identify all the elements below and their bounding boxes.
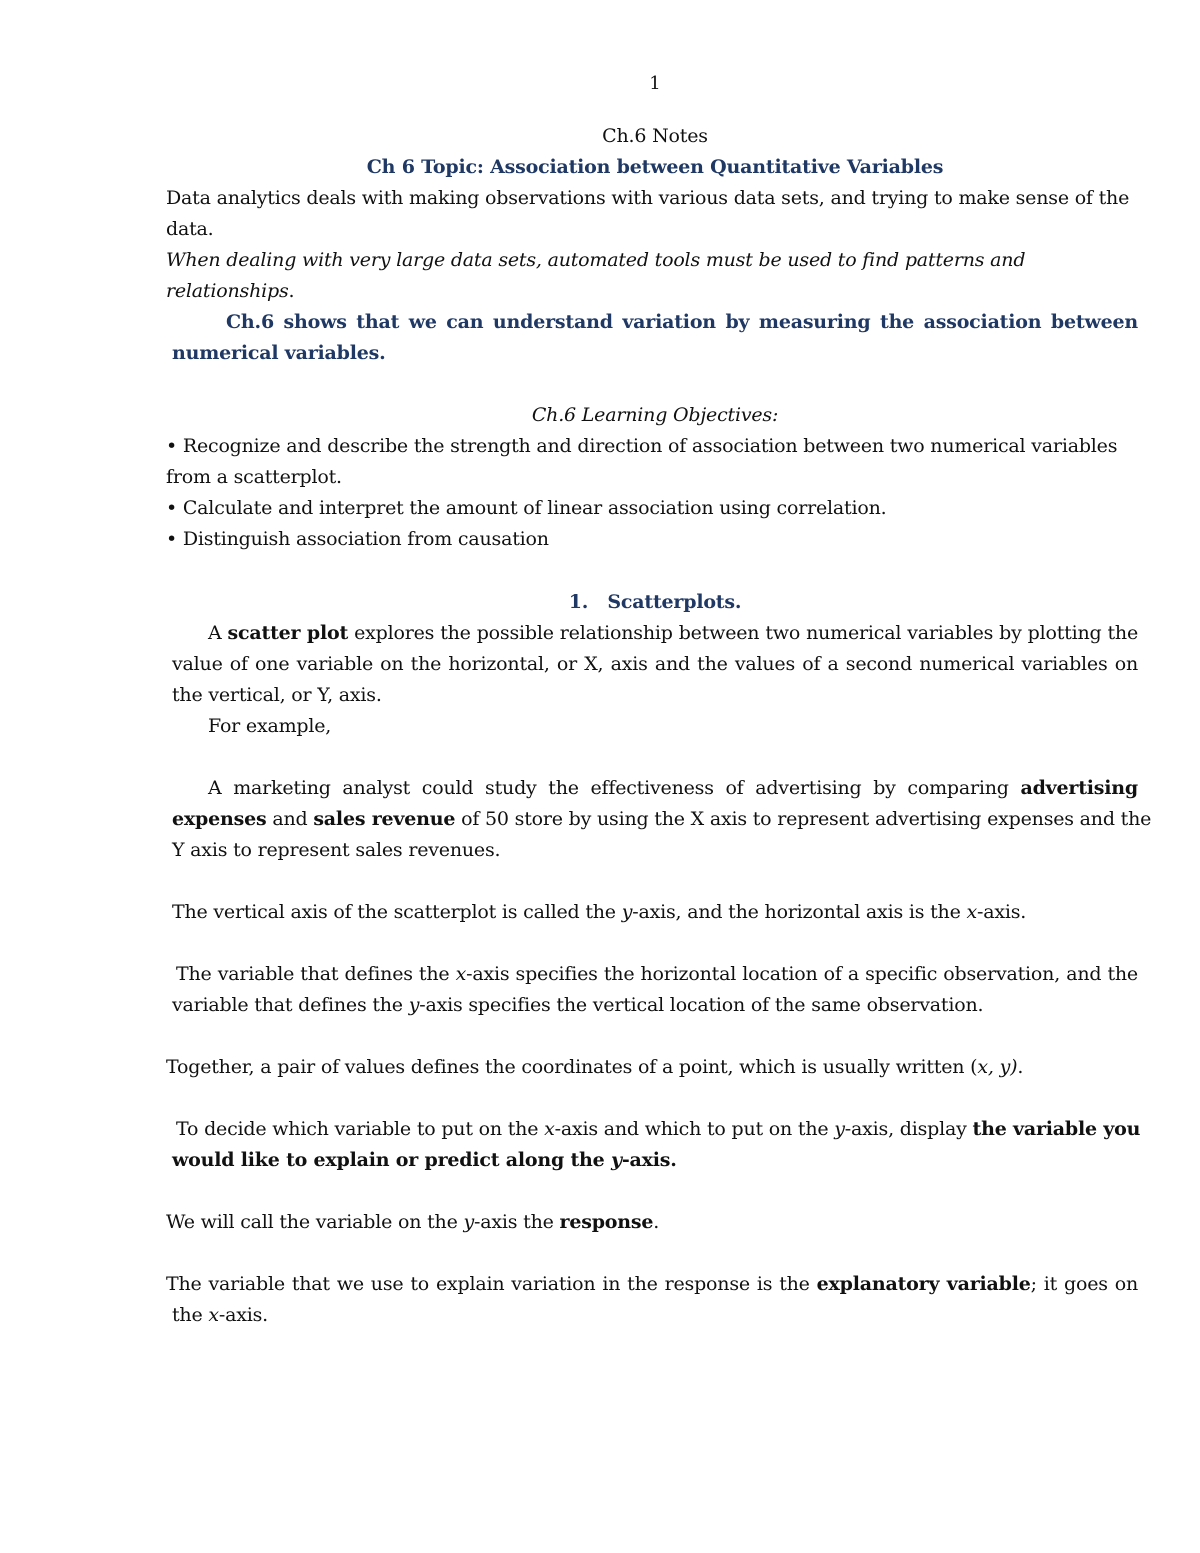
p4-line-1	[176, 959, 1138, 990]
emphasis-text: the variable you	[972, 1118, 1141, 1140]
objective-1-line-1: • Recognize and describe the strength and direction of association between two numerical variables	[166, 435, 1118, 457]
text: -axis.	[218, 1304, 269, 1326]
p8-line-2	[172, 1300, 1146, 1331]
p6-line-2	[172, 1145, 1146, 1176]
text: The variable that we use to explain variation in the response is the	[166, 1273, 817, 1295]
emphasis-line-1: Ch.6 shows that we can understand variation by measuring the association between	[226, 311, 1138, 333]
for-example: For example,	[208, 715, 332, 737]
text: .	[1017, 1056, 1024, 1078]
term-sales-revenue: sales revenue	[313, 808, 456, 830]
p2-line-2	[172, 804, 1152, 835]
var-x: x	[208, 1304, 219, 1326]
var-y: y	[621, 901, 633, 923]
term-explanatory-variable: explanatory variable	[816, 1273, 1031, 1295]
text: explores the possible relationship between two numerical variables by plotting the	[348, 622, 1138, 644]
text: -axis the	[474, 1211, 560, 1233]
text: the	[172, 1304, 209, 1326]
term-advertising: advertising	[1020, 777, 1138, 799]
text: -axis, display	[844, 1118, 973, 1140]
var-xy: x, y)	[977, 1056, 1018, 1078]
text: ; it goes on	[1030, 1273, 1138, 1295]
text: -axis.	[976, 901, 1027, 923]
p7-line	[166, 1207, 1140, 1238]
text: The variable that defines the	[176, 963, 456, 985]
p2-line-3: Y axis to represent sales revenues.	[172, 839, 501, 861]
var-y: y	[834, 1118, 845, 1140]
section-number: 1.	[568, 591, 589, 613]
text: A marketing analyst could study the effectiveness of advertising by comparing	[208, 777, 1009, 799]
text: Together, a pair of values defines the coordinates of a point, which is usually written (	[166, 1056, 978, 1078]
section-heading	[166, 587, 1144, 618]
var-x: x	[544, 1118, 555, 1140]
topic-heading: Ch 6 Topic: Association between Quantitative Variables	[366, 156, 944, 178]
text: -axis specifies the horizontal location of a specific observation, and the	[466, 963, 1138, 985]
p1-line-1	[208, 618, 1138, 649]
text: of 50 store by using the X axis to represent advertising expenses and the	[455, 808, 1152, 830]
term-response: response	[559, 1211, 654, 1233]
intro-line-2: data.	[166, 218, 214, 240]
objective-1-line-2: from a scatterplot.	[166, 466, 342, 488]
text: -axis specifies the vertical location of the same observation.	[419, 994, 984, 1016]
var-x: x	[966, 901, 977, 923]
intro-line-1: Data analytics deals with making observations with various data sets, and trying to make sense of the	[166, 187, 1130, 209]
term-expenses: expenses	[172, 808, 267, 830]
objectives-heading: Ch.6 Learning Objectives:	[531, 404, 779, 426]
text: -axis, and the horizontal axis is the	[632, 901, 967, 923]
emphasis-text: would like to explain or predict along the	[172, 1149, 611, 1171]
p4-line-2	[172, 990, 1146, 1021]
text: The vertical axis of the scatterplot is called the	[172, 901, 622, 923]
text: To decide which variable to put on the	[176, 1118, 545, 1140]
page-number: 1	[649, 73, 661, 94]
p1-line-2: value of one variable on the horizontal, or X, axis and the values of a second numerical variables on	[172, 653, 1138, 675]
p6-line-1	[176, 1114, 1141, 1145]
text: .	[653, 1211, 660, 1233]
term-scatter-plot: scatter plot	[227, 622, 349, 644]
italic-text: relationships	[166, 280, 289, 302]
text: -axis and which to put on the	[554, 1118, 835, 1140]
period: .	[288, 280, 295, 302]
objective-3: • Distinguish association from causation	[166, 528, 549, 550]
section-title: Scatterplots.	[607, 591, 742, 613]
p2-line-1	[208, 773, 1138, 804]
page-title: Ch.6 Notes	[602, 125, 708, 147]
var-x: x	[455, 963, 467, 985]
emphasis-line-2: numerical variables.	[172, 342, 386, 364]
text: and	[266, 808, 314, 830]
var-y: y	[463, 1211, 475, 1233]
p8-line-1	[166, 1269, 1138, 1300]
p5-line	[166, 1052, 1140, 1083]
emphasis-text: -axis.	[621, 1149, 677, 1171]
text: We will call the variable on the	[166, 1211, 464, 1233]
p1-line-3: the vertical, or Y, axis.	[172, 684, 382, 706]
objective-2: • Calculate and interpret the amount of linear association using correlation.	[166, 497, 887, 519]
var-y: y	[610, 1149, 622, 1171]
intro-italic-line-1: When dealing with very large data sets, automated tools must be used to find patterns and	[166, 249, 1026, 271]
var-y: y	[408, 994, 420, 1016]
p3-line	[172, 897, 1146, 928]
intro-italic-line-2	[166, 276, 1140, 307]
text: variable that defines the	[172, 994, 409, 1016]
text: A	[208, 622, 228, 644]
